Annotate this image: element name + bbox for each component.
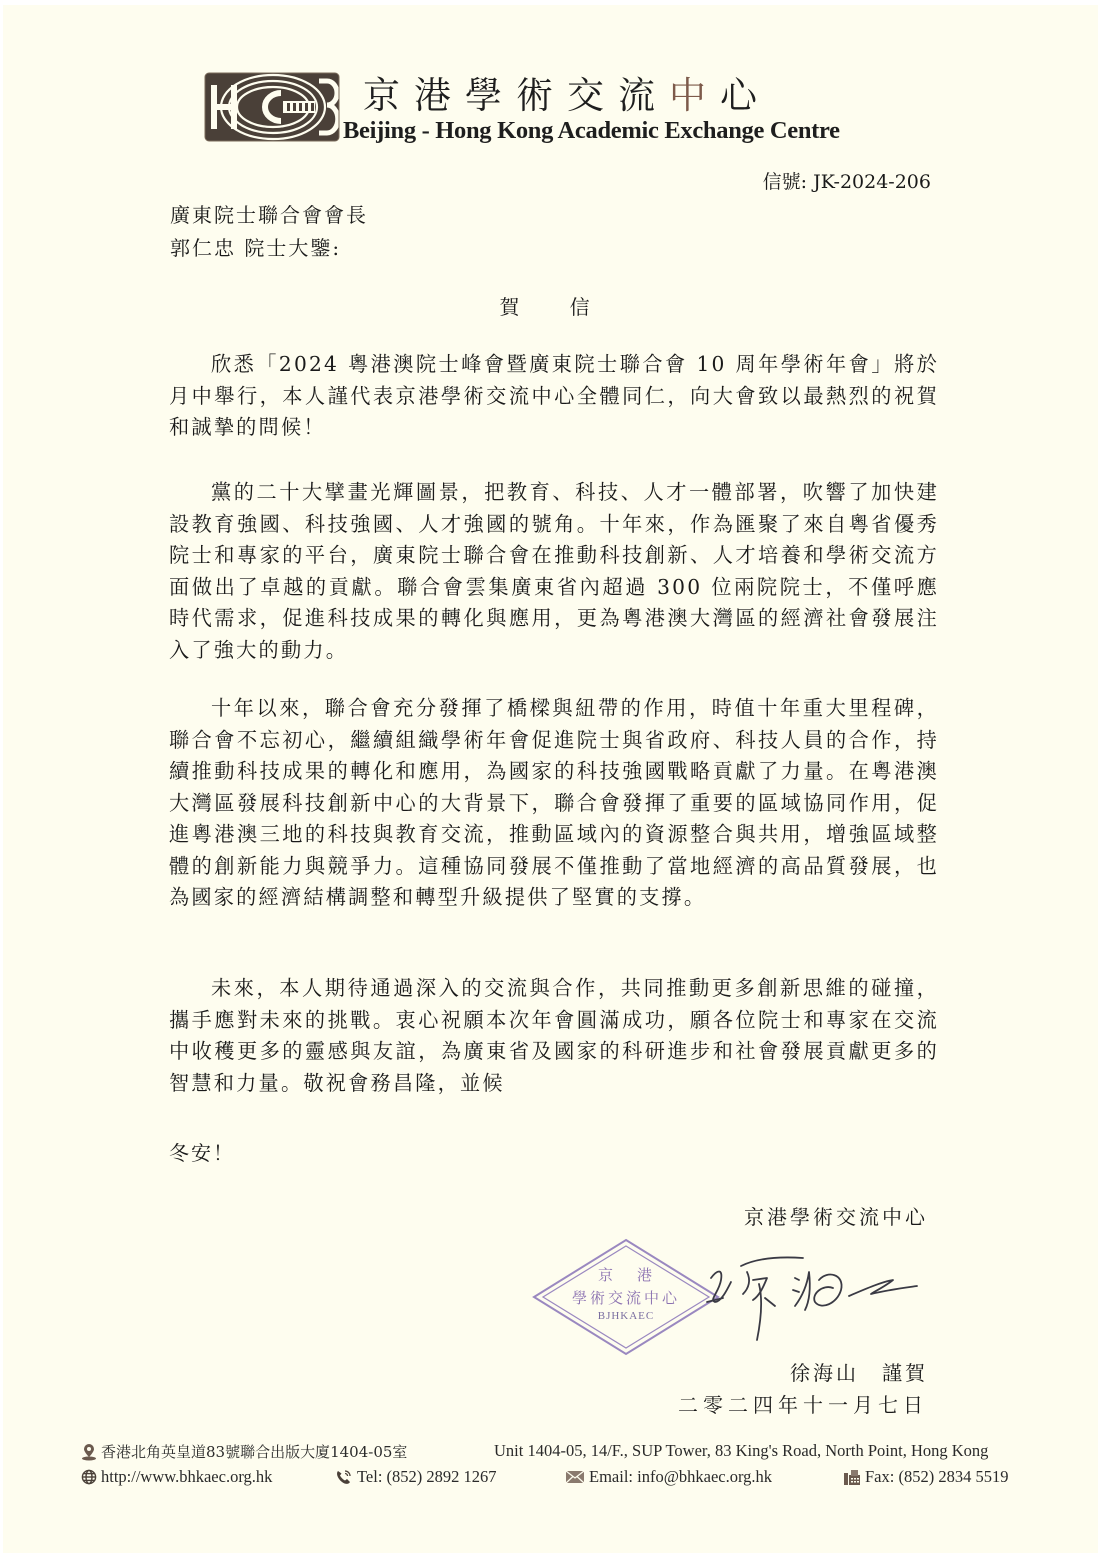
org-name-accent-char: 中 bbox=[669, 74, 720, 117]
globe-icon bbox=[81, 1469, 97, 1485]
website-link[interactable] bbox=[81, 1467, 272, 1487]
signing-organization: 京港學術交流中心 bbox=[744, 1205, 928, 1229]
fax-machine-icon bbox=[843, 1468, 861, 1486]
envelope-icon bbox=[565, 1470, 585, 1484]
telephone bbox=[335, 1467, 497, 1487]
closing-salutation: 冬安！ bbox=[169, 1141, 235, 1165]
body-paragraph: 黨的二十大擘畫光輝圖景，把教育、科技、人才一體部署，吹響了加快建設教育強國、科技強國、人才強國的號角。十年來，作為匯聚了來自粵省優秀院士和專家的平台，廣東院士聯合會在推動科技創新、人才培養和學術交流方面做出了卓越的貢獻。聯合會雲集廣東省內超過 300 位兩院院士，不僅呼應時代需求，促進科技成果的轉化與應用，更為粵港澳大灣區的經濟社會發展注入了強大的動力。 bbox=[169, 480, 939, 662]
footer-contact-row bbox=[81, 1467, 1031, 1493]
addressee-name: 郭仁忠 院士大鑒: bbox=[170, 236, 342, 260]
footer-address-row bbox=[81, 1441, 1031, 1467]
org-name-chinese: 京港學術交流中心 bbox=[363, 74, 771, 117]
bhkaec-logo-icon bbox=[203, 71, 341, 143]
telephone-text: Tel: (852) 2892 1267 bbox=[357, 1467, 497, 1486]
reference-number: 信號: JK-2024-206 bbox=[762, 171, 931, 193]
address-chinese-text: 香港北角英皇道83號聯合出版大廈1404-05室 bbox=[101, 1443, 408, 1461]
body-paragraph: 十年以來，聯合會充分發揮了橋樑與紐帶的作用，時值十年重大里程碑，聯合會不忘初心，繼續組織學術年會促進院士與省政府、科技人員的合作，持續推動科技成果的轉化和應用，為國家的科技強國戰略貢獻了力量。在粵港澳大灣區發展科技創新中心的大背景下，聯合會發揮了重要的區域協同作用，促進粵港澳三地的科技與教育交流，推動區域內的資源整合與共用，增強區域整體的創新能力與競爭力。這種協同發展不僅推動了當地經濟的高品質發展，也為國家的經濟結構調整和轉型升級提供了堅實的支撐。 bbox=[169, 696, 939, 909]
stamp-text-middle: 學術交流中心 bbox=[571, 1289, 680, 1307]
letter-page bbox=[3, 5, 1098, 1553]
location-pin-icon bbox=[81, 1443, 97, 1461]
letter-title: 賀 信 bbox=[499, 295, 612, 319]
footer-contact bbox=[81, 1441, 1031, 1493]
body-paragraph: 欣悉「2024 粵港澳院士峰會暨廣東院士聯合會 10 周年學術年會」將於月中舉行，本人謹代表京港學術交流中心全體同仁，向大會致以最熱烈的祝賀和誠摯的問候！ bbox=[169, 352, 939, 439]
body-paragraph: 未來，本人期待通過深入的交流與合作，共同推動更多創新思維的碰撞，攜手應對未來的挑戰。衷心祝願本次年會圓滿成功，願各位院士和專家在交流中收穫更多的靈感與友誼，為廣東省及國家的科研進步和社會發展貢獻更多的智慧和力量。敬祝會務昌隆，並候 bbox=[169, 976, 939, 1095]
address-chinese bbox=[81, 1441, 407, 1462]
handwritten-signature bbox=[703, 1240, 933, 1350]
address-english: Unit 1404-05, 14/F., SUP Tower, 83 King's Road, North Point, Hong Kong bbox=[494, 1441, 989, 1460]
organization-stamp bbox=[531, 1237, 721, 1357]
letterhead bbox=[203, 67, 903, 152]
fax-text: Fax: (852) 2834 5519 bbox=[865, 1467, 1009, 1486]
stamp-text-top: 京港 bbox=[597, 1266, 676, 1284]
signature-icon bbox=[703, 1240, 933, 1350]
letter-date: 二零二四年十一月七日 bbox=[678, 1393, 928, 1417]
email-link[interactable] bbox=[565, 1467, 772, 1487]
org-name-english: Beijing - Hong Kong Academic Exchange Centre bbox=[343, 117, 840, 144]
addressee-title: 廣東院士聯合會會長 bbox=[170, 203, 368, 227]
email-text[interactable]: Email: info@bhkaec.org.hk bbox=[589, 1467, 773, 1486]
fax-number bbox=[843, 1467, 1008, 1487]
stamp-text-bottom: BJHKAEC bbox=[597, 1310, 655, 1322]
website-text[interactable]: http://www.bhkaec.org.hk bbox=[101, 1467, 273, 1486]
signer-name: 徐海山 謹賀 bbox=[790, 1361, 928, 1385]
phone-icon bbox=[335, 1469, 353, 1485]
addressee bbox=[170, 199, 368, 265]
